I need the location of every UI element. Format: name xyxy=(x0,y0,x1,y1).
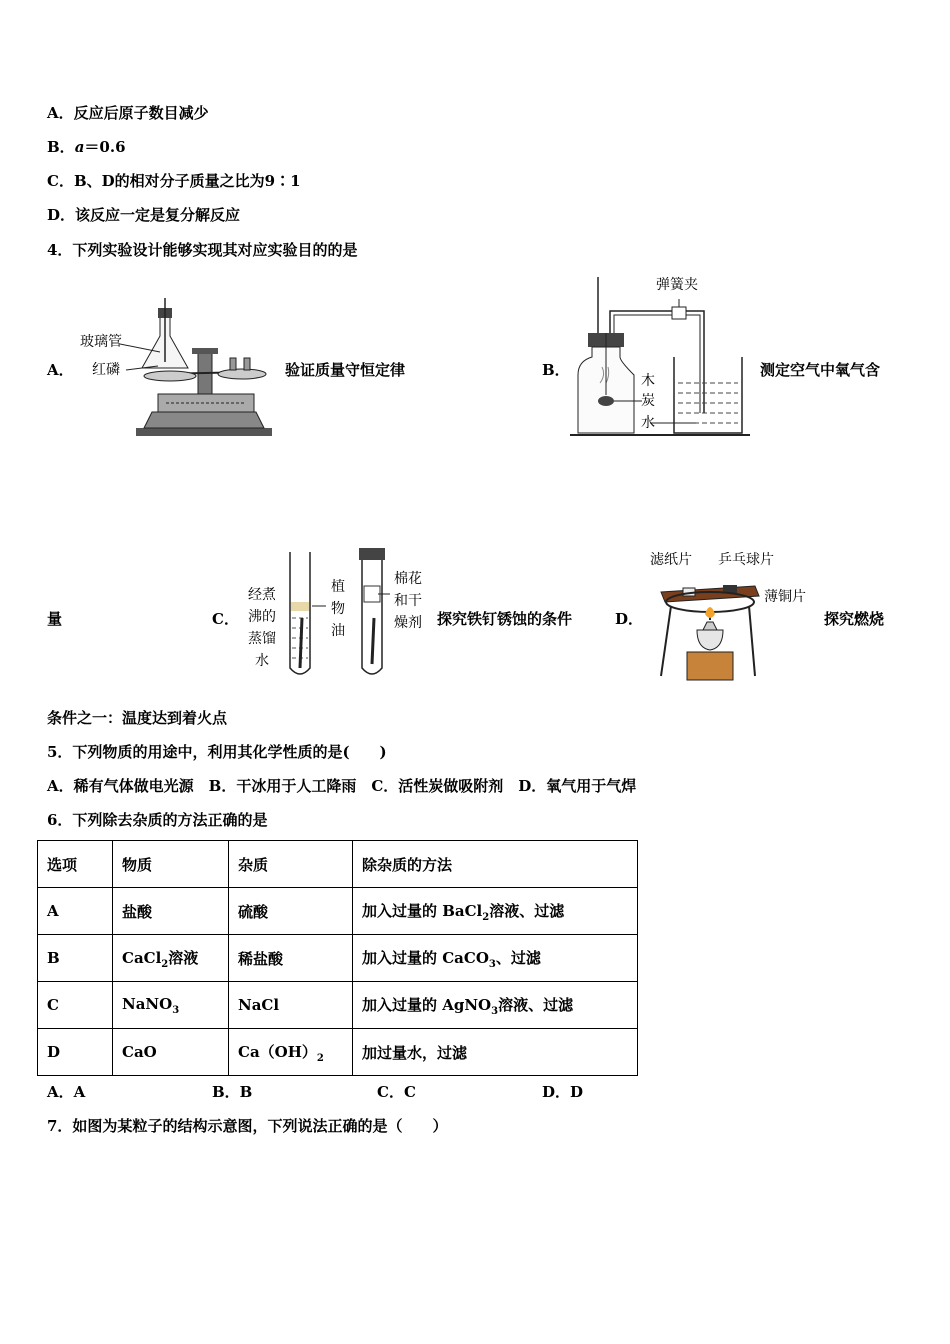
q4-d-letter: D． xyxy=(615,610,644,628)
method-subscript: 3 xyxy=(491,1005,499,1017)
label-oil-3: 油 xyxy=(331,623,345,639)
q6-answer-c: C．C xyxy=(377,1083,416,1101)
label-boiled-water-2: 沸的 xyxy=(248,609,276,625)
cell-impurity xyxy=(229,1029,353,1076)
label-water: 水 xyxy=(641,415,655,431)
substance-subscript: 2 xyxy=(161,958,169,970)
q4-c-letter: C． xyxy=(212,610,239,628)
cell-impurity: NaCl xyxy=(229,982,353,1029)
label-cotton-1: 棉花 xyxy=(394,571,422,587)
table-row xyxy=(38,1029,638,1076)
method-text-end: 溶液、过滤 xyxy=(489,901,565,920)
cell-method xyxy=(353,982,638,1029)
method-text: 加入过量的 AgNO xyxy=(362,995,492,1014)
header-impurity: 杂质 xyxy=(229,841,353,888)
method-subscript: 2 xyxy=(482,911,490,923)
cell-impurity: 硫酸 xyxy=(229,888,353,935)
cell-substance: 盐酸 xyxy=(113,888,229,935)
label-cotton-2: 和干 xyxy=(394,593,422,609)
q5-options: A．稀有气体做电光源 B．干冰用于人工降雨 C．活性炭做吸附剂 D．氧气用于气焊 xyxy=(47,777,637,795)
label-red-phosphorus: 红磷 xyxy=(92,362,120,378)
substance-subscript: 3 xyxy=(172,1004,180,1016)
cell-impurity: 稀盐酸 xyxy=(229,935,353,982)
impurity-text: Ca（OH） xyxy=(238,1042,317,1061)
table-row xyxy=(38,982,638,1029)
header-substance: 物质 xyxy=(113,841,229,888)
q3-option-c: C．B、D的相对分子质量之比为9∶1 xyxy=(47,172,301,190)
cell-substance xyxy=(113,982,229,1029)
label-boiled-water-3: 蒸馏 xyxy=(248,631,276,647)
label-oil-2: 物 xyxy=(331,601,345,617)
impurity-table xyxy=(37,840,638,1076)
label-boiled-water-1: 经煮 xyxy=(248,587,276,603)
q4-a-description: 验证质量守恒定律 xyxy=(285,361,406,379)
q6-stem: 6．下列除去杂质的方法正确的是 xyxy=(47,811,268,829)
label-wood: 木 xyxy=(641,373,655,389)
q3-option-d: D．该反应一定是复分解反应 xyxy=(47,206,241,224)
q4-b-description-cont: 量 xyxy=(47,610,63,628)
table-row xyxy=(38,888,638,935)
q6-answer-d: D．D xyxy=(542,1083,584,1101)
header-method: 除杂质的方法 xyxy=(353,841,638,888)
q6-answer-b: B．B xyxy=(212,1083,253,1101)
method-text-end: 溶液、过滤 xyxy=(498,995,574,1014)
q4-stem: 4．下列实验设计能够实现其对应实验目的的是 xyxy=(47,241,358,259)
cell-option: D xyxy=(38,1029,113,1076)
cell-method xyxy=(353,888,638,935)
cell-option: C xyxy=(38,982,113,1029)
method-text: 加入过量的 CaCO xyxy=(362,948,489,967)
cell-method xyxy=(353,935,638,982)
q3-option-b-value: ＝0.6 xyxy=(84,138,126,156)
label-oil-1: 植 xyxy=(331,579,345,595)
method-subscript: 3 xyxy=(488,958,496,970)
label-filter-paper: 滤纸片 xyxy=(650,552,692,568)
combustion-figure xyxy=(655,570,765,682)
cell-method: 加过量水，过滤 xyxy=(353,1029,638,1076)
label-spring-clip: 弹簧夹 xyxy=(656,277,698,293)
table-header-row xyxy=(38,841,638,888)
oxygen-measure-figure xyxy=(570,275,760,440)
substance-text: NaNO xyxy=(122,994,173,1013)
cell-substance: CaO xyxy=(113,1029,229,1076)
label-charcoal: 炭 xyxy=(641,393,655,409)
method-text-end: 、过滤 xyxy=(495,948,541,967)
label-cotton-3: 燥剂 xyxy=(394,615,422,631)
q4-b-letter: B． xyxy=(542,361,570,379)
q7-stem: 7．如图为某粒子的结构示意图，下列说法正确的是（ ） xyxy=(47,1117,448,1135)
q4-c-description: 探究铁钉锈蚀的条件 xyxy=(437,610,573,628)
impurity-subscript: 2 xyxy=(316,1052,324,1064)
q6-answer-a: A．A xyxy=(47,1083,86,1101)
label-glass-tube: 玻璃管 xyxy=(80,334,122,350)
substance-text-end: 溶液 xyxy=(168,948,199,967)
balance-flask-figure xyxy=(130,296,280,441)
q4-a-letter: A． xyxy=(47,361,74,379)
label-thin-copper: 薄铜片 xyxy=(764,589,806,605)
q5-stem: 5．下列物质的用途中，利用其化学性质的是( ) xyxy=(47,743,387,761)
method-text: 加入过量的 BaCl xyxy=(362,901,483,920)
q4-b-description: 测定空气中氧气含 xyxy=(760,361,881,379)
cell-option: A xyxy=(38,888,113,935)
cell-substance xyxy=(113,935,229,982)
table-row xyxy=(38,935,638,982)
label-boiled-water-4: 水 xyxy=(255,653,269,669)
cell-option: B xyxy=(38,935,113,982)
header-option: 选项 xyxy=(38,841,113,888)
q4-d-description-cont: 条件之一：温度达到着火点 xyxy=(47,709,228,727)
substance-text: CaCl xyxy=(122,948,162,967)
q4-d-description: 探究燃烧 xyxy=(824,610,885,628)
q3-option-b-variable: a xyxy=(74,138,85,156)
q3-option-a: A．反应后原子数目减少 xyxy=(47,104,209,122)
q3-option-b-letter: B． xyxy=(47,138,75,156)
label-pingpong: 乒乓球片 xyxy=(718,552,774,568)
q3-option-b xyxy=(47,137,126,157)
